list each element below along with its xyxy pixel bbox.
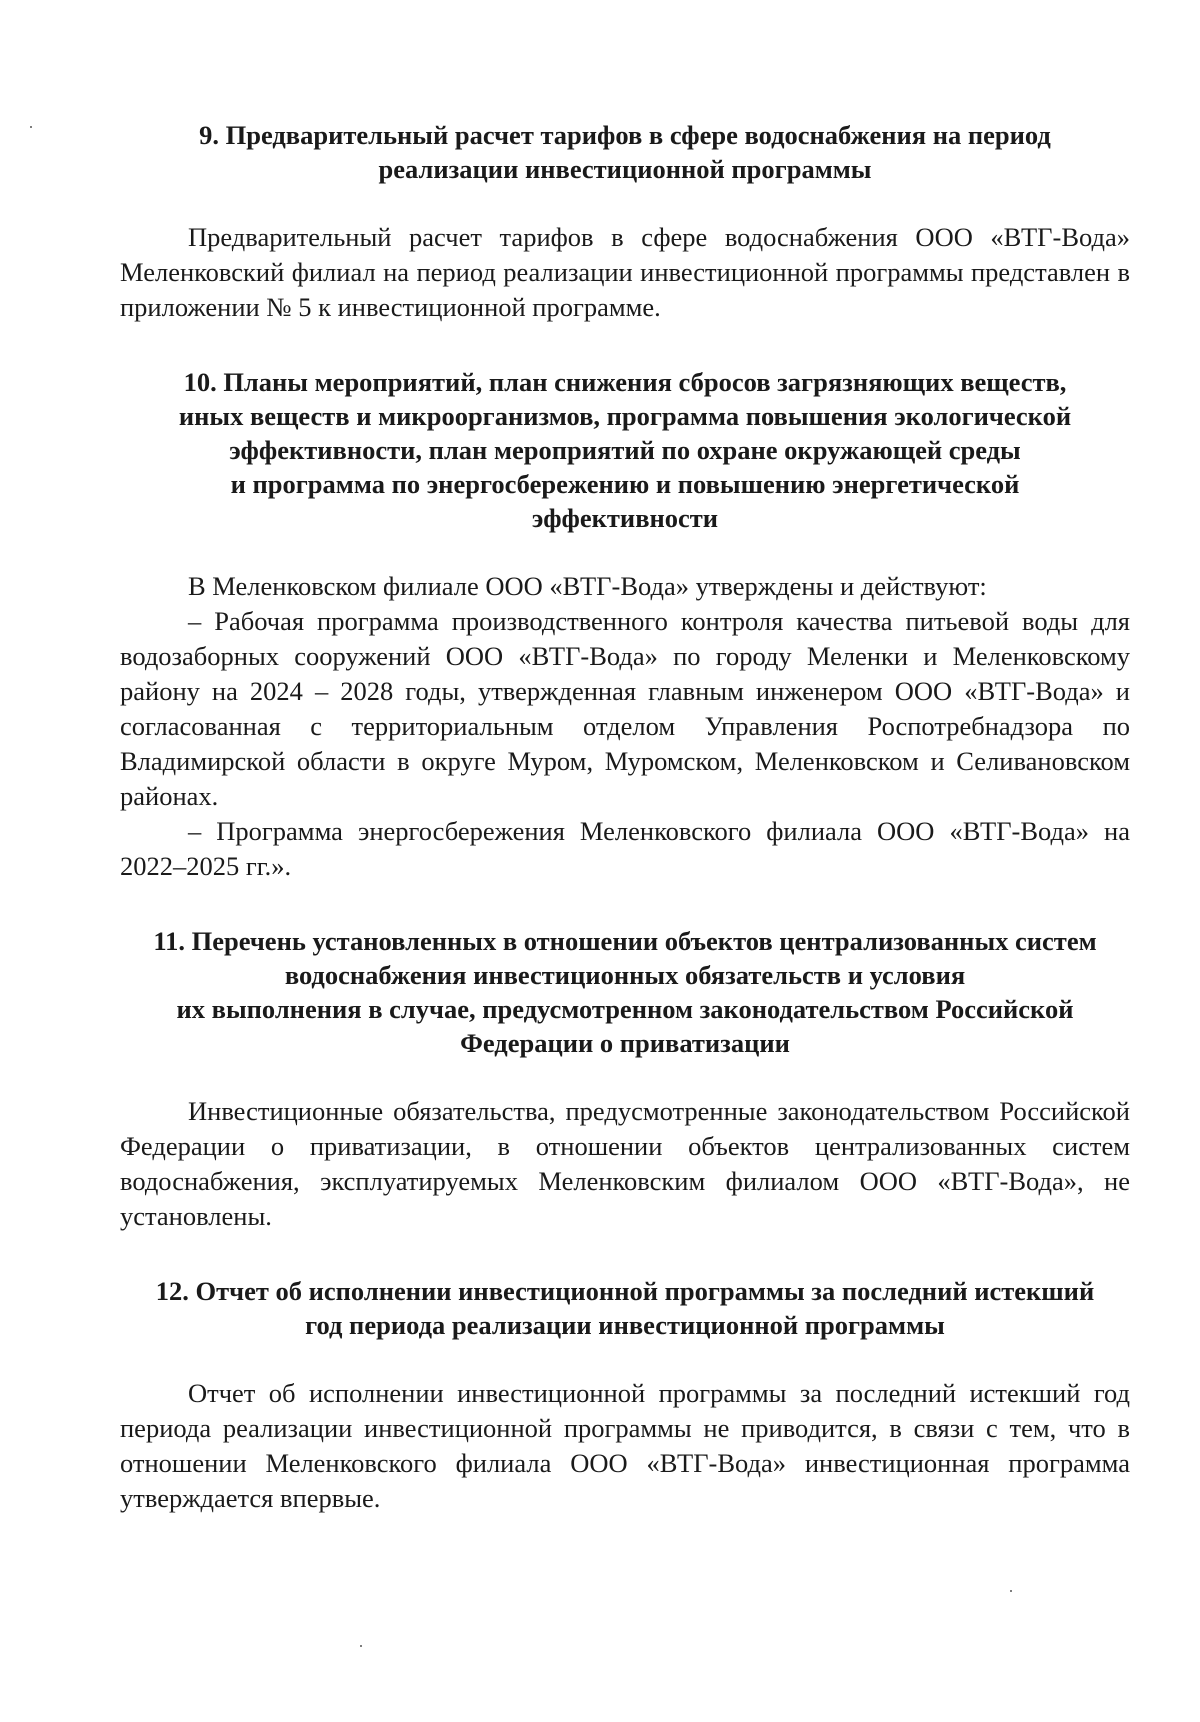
section-9-paragraph: Предварительный расчет тарифов в сфере водоснабжения ООО «ВТГ-Вода» Меленковский филиал на период реализации инвестиционной программы представлен в приложении № 5 к инвестиционной программе. [120,222,1130,322]
section-title-line: Федерации о приватизации [460,1028,790,1058]
section-10-paragraph-intro: В Меленковском филиале ООО «ВТГ-Вода» утверждены и действуют: [188,571,987,601]
section-title-line: их выполнения в случае, предусмотренном законодательством Российской [176,994,1074,1024]
section-12-title [120,1274,1130,1342]
section-title-line: 9. Предварительный расчет тарифов в сфере водоснабжения на период [199,120,1051,150]
section-11-paragraph: Инвестиционные обязательства, предусмотренные законодательством Российской Федерации о приватизации, в отношении объектов централизованных систем водоснабжения, эксплуатируемых Меленковским филиалом ООО «ВТГ-Вода», не установлены. [120,1096,1130,1231]
section-title-line: 11. Перечень установленных в отношении объектов централизованных систем [153,926,1097,956]
section-10-list-item: – Программа энергосбережения Меленковского филиала ООО «ВТГ-Вода» на 2022–2025 гг.». [120,816,1130,881]
section-title-line: эффективности, план мероприятий по охране окружающей среды [229,435,1021,465]
section-title-line: реализации инвестиционной программы [378,154,872,184]
section-title-line: 10. Планы мероприятий, план снижения сбросов загрязняющих веществ, [183,367,1067,397]
section-title-line: эффективности [531,503,719,533]
scan-speck [30,126,32,128]
section-12-paragraph: Отчет об исполнении инвестиционной программы за последний истекший год периода реализации инвестиционной программы не приводится, в связи с тем, что в отношении Меленковского филиала ООО «ВТГ-Вода» инвестиционная программа утверждается впервые. [120,1378,1130,1513]
section-title-line: год периода реализации инвестиционной программы [305,1310,945,1340]
scan-speck [360,1645,362,1647]
section-title-line: 12. Отчет об исполнении инвестиционной программы за последний истекший [155,1276,1095,1306]
section-title-line: водоснабжения инвестиционных обязательств и условия [284,960,966,990]
section-9-title [120,118,1130,186]
section-title-line: иных веществ и микроорганизмов, программа повышения экологической [178,401,1072,431]
document-page [120,118,1130,1516]
scan-speck [1010,1590,1012,1592]
section-10-list-item: – Рабочая программа производственного контроля качества питьевой воды для водозаборных сооружений ООО «ВТГ-Вода» по городу Меленки и Меленковскому району на 2024 – 2028 годы, утвержденная главным инженером ООО «ВТГ-Вода» и согласованная с территориальным отделом Управления Роспотребнадзора по Владимирской области в округе Муром, Муромском, Меленковском и Селивановском районах. [120,606,1130,811]
section-10-title [120,365,1130,535]
section-title-line: и программа по энергосбережению и повышению энергетической [230,469,1020,499]
section-11-title [120,924,1130,1060]
